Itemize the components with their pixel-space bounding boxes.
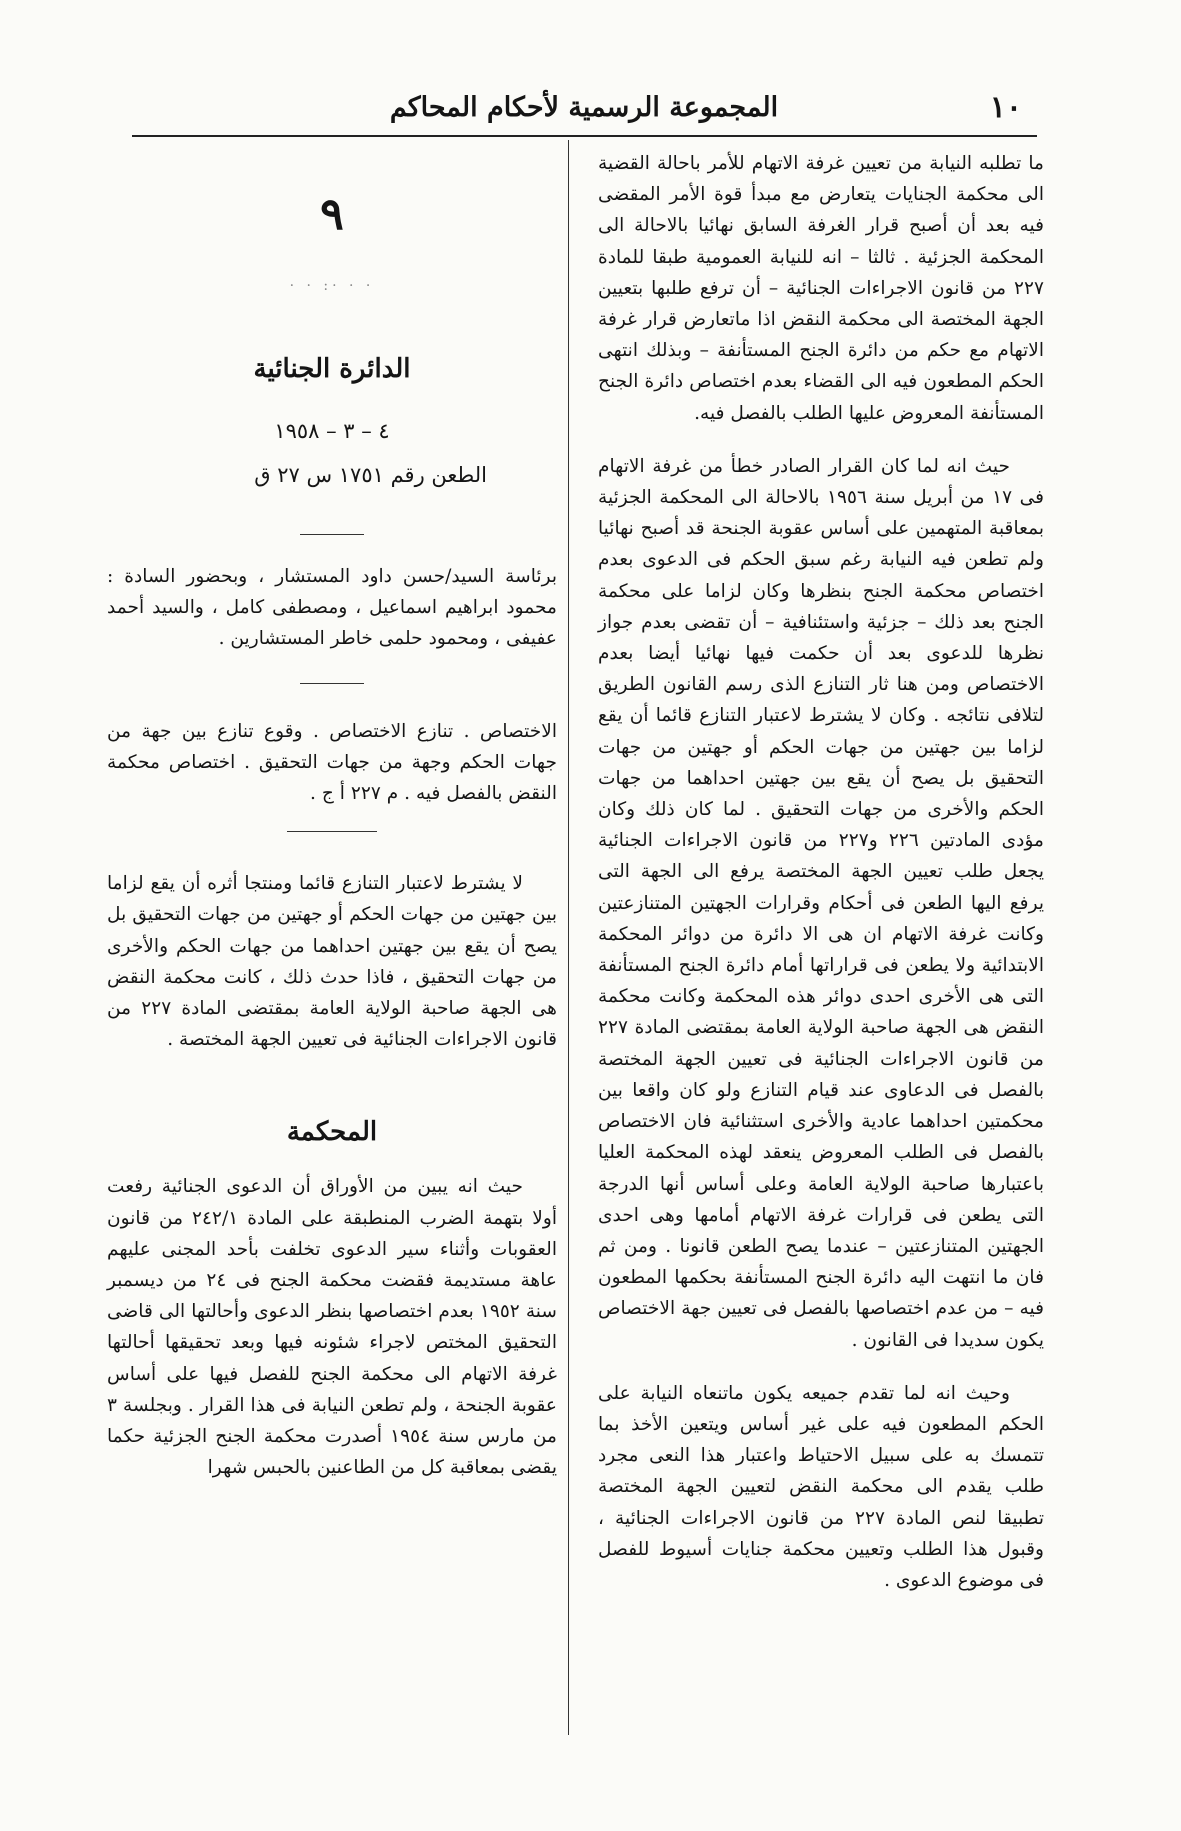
- legal-holding: لا يشترط لاعتبار التنازع قائما ومنتجا أثره أن يقع لزاما بين جهتين من جهات الحكم أو جهتين من جهات التحقيق بل يصح أن يقع بين جهتين احداهما من جهات الحكم والأخرى من جهات التحقيق ، فاذا حدث ذلك ، كانت محكمة النقض هى الجهة صاحبة الولاية العامة بمقتضى المادة ٢٢٧ من قانون الاجراءات الجنائية فى تعيين الجهة المختصة .: [107, 873, 557, 1051]
- right-paragraph-3: وحيث انه لما تقدم جميعه يكون ماتنعاه النيابة على الحكم المطعون فيه على غير أساس ويتعين الأخذ بما تتمسك به على سبيل الاحتياط واعتبار هذا النعى مجرد طلب يقدم الى محكمة النقض لتعيين الجهة المختصة تطبيقا لنص المادة ٢٢٧ من قانون الاجراءات الجنائية ، وقبول هذا الطلب وتعيين محكمة جنايات أسيوط للفصل فى موضوع الدعوى .: [598, 1382, 1044, 1591]
- page-header: [128, 86, 1040, 130]
- print-smudge: · · ·: · ·: [289, 278, 375, 294]
- header-rule: [132, 135, 1037, 137]
- appeal-number: الطعن رقم ١٧٥١ س ٢٧ ق: [254, 463, 487, 487]
- section-rule: [300, 534, 364, 535]
- right-paragraph-2: حيث انه لما كان القرار الصادر خطأ من غرفة الاتهام فى ١٧ من أبريل سنة ١٩٥٦ بالاحالة الى المحكمة الجزئية بمعاقبة المتهمين على أساس عقوبة الجنحة قد أصبح نهائيا ولم تطعن فيه النيابة رغم سبق الحكم فى الدعوى بعدم اختصاص محكمة الجنح بنظرها وكان لزاما على محكمة الجنح بعد ذلك – جزئية واستئنافية – أن تقضى بعدم جواز نظرها للدعوى بعد أن حكمت فيها نهائيا أيضا بعدم الاختصاص ومن هنا ثار التنازع الذى رسم القانون الطريق لتلافى نتائجه . وكان لا يشترط لاعتبار التنازع قائما أن يقع لزاما بين جهتين من جهات الحكم أو جهتين من جهات التحقيق بل يصح أن يقع بين جهتين احداهما من جهات الحكم والأخرى من جهات التحقيق . لما كان ذلك وكان مؤدى المادتين ٢٢٦ و٢٢٧ من قانون الاجراءات الجنائية يجعل طلب تعيين الجهة المختصة يرفع الى الجهة التى يرفع اليها الطعن فى أحكام وقرارات الجهتين المتنازعتين وكانت غرفة الاتهام ان هى الا دائرة من دوائر المحكمة الابتدائية ولا يطعن فى قراراتها أمام دائرة الجنح المستأنفة التى هى الأخرى احدى دوائر هذه المحكمة وكانت محكمة النقض هى الجهة صاحبة الولاية العامة بمقتضى المادة ٢٢٧ من قانون الاجراءات الجنائية فى تعيين الجهة المختصة بالفصل فى الدعاوى عند قيام التنازع ولو كان واقعا بين محكمتين احداهما عادية والأخرى استثنائية فان الاختصاص بالفصل فى الطلب المعروض ينعقد لهذه المحكمة العليا باعتبارها صاحبة الولاية العامة وعلى أساس أنها الدرجة التى يطعن فى قرارات غرفة الاتهام أمامها وهى احدى الجهتين المتنازعتين – عندما يصح الطعن قانونا . ومن ثم فان ما انتهت اليه دائرة الجنح المستأنفة بحكمها المطعون فيه – من عدم اختصاصها بالفصل فى تعيين جهة الاختصاص يكون سديدا فى القانون .: [598, 455, 1045, 1351]
- right-column: [598, 148, 1044, 1596]
- right-paragraph-1: ما تطلبه النيابة من تعيين غرفة الاتهام للأمر باحالة القضية الى محكمة الجنايات يتعارض مع مبدأ قوة الأمر المقضى فيه بعد أن أصبح قرار الغرفة السابق نهائيا بالاحالة الى المحكمة الجزئية . ثالثا – انه للنيابة العمومية طبقا للمادة ٢٢٧ من قانون الاجراءات الجنائية – أن ترفع طلبها بتعيين الجهة المختصة الى محكمة النقض اذا ماتعارض قرار غرفة الاتهام مع حكم من دائرة الجنح المستأنفة – وبذلك انتهى الحكم المطعون فيه الى القضاء بعدم اختصاص دائرة الجنح المستأنفة المعروض عليها الطلب بالفصل فيه.: [598, 153, 1044, 424]
- court-heading: المحكمة: [286, 1117, 378, 1148]
- court-reasoning: حيث انه يبين من الأوراق أن الدعوى الجنائية رفعت أولا بتهمة الضرب المنطبقة على المادة ٢٤٢/١ من قانون العقوبات وأثناء سير الدعوى تخلفت بأحد المجنى عليهم عاهة مستديمة فقضت محكمة الجنح فى ٢٤ من ديسمبر سنة ١٩٥٢ بعدم اختصاصها بنظر الدعوى وأحالتها الى قاضى التحقيق المختص لاجراء شئونه فيها وبعد تحقيقها أحالتها غرفة الاتهام الى محكمة الجنح للفصل فيها على أساس عقوبة الجنحة ، ولم تطعن النيابة فى هذا القرار . وبجلسة ٣ من مارس سنة ١٩٥٤ أصدرت محكمة الجنح الجزئية حكما يقضى بمعاقبة كل من الطاعنين بالحبس شهرا: [107, 1176, 558, 1479]
- journal-title: المجموعة الرسمية لأحكام المحاكم: [389, 92, 779, 123]
- paragraph-gap: [598, 1356, 1044, 1378]
- page-number: ١٠: [989, 90, 1022, 125]
- section-rule: [300, 683, 364, 684]
- chamber-title: الدائرة الجنائية: [253, 354, 411, 384]
- section-rule: [287, 831, 377, 832]
- case-subject: الاختصاص . تنازع الاختصاص . وقوع تنازع بين جهة من جهات الحكم وجهة من جهات التحقيق . اختصاص محكمة النقض بالفصل فيه . م ٢٢٧ أ ج .: [107, 720, 557, 805]
- column-divider: [568, 140, 569, 1735]
- bench-composition: برئاسة السيد/حسن داود المستشار ، وبحضور السادة : محمود ابراهيم اسماعيل ، ومصطفى كامل ، والسيد أحمد عفيفى ، ومحمود حلمى خاطر المستشارين .: [107, 566, 557, 650]
- case-number: ٩: [320, 189, 344, 240]
- paragraph-gap: [598, 429, 1044, 451]
- judgment-date: ٤ – ٣ – ١٩٥٨: [274, 419, 390, 443]
- left-column: [107, 190, 557, 1483]
